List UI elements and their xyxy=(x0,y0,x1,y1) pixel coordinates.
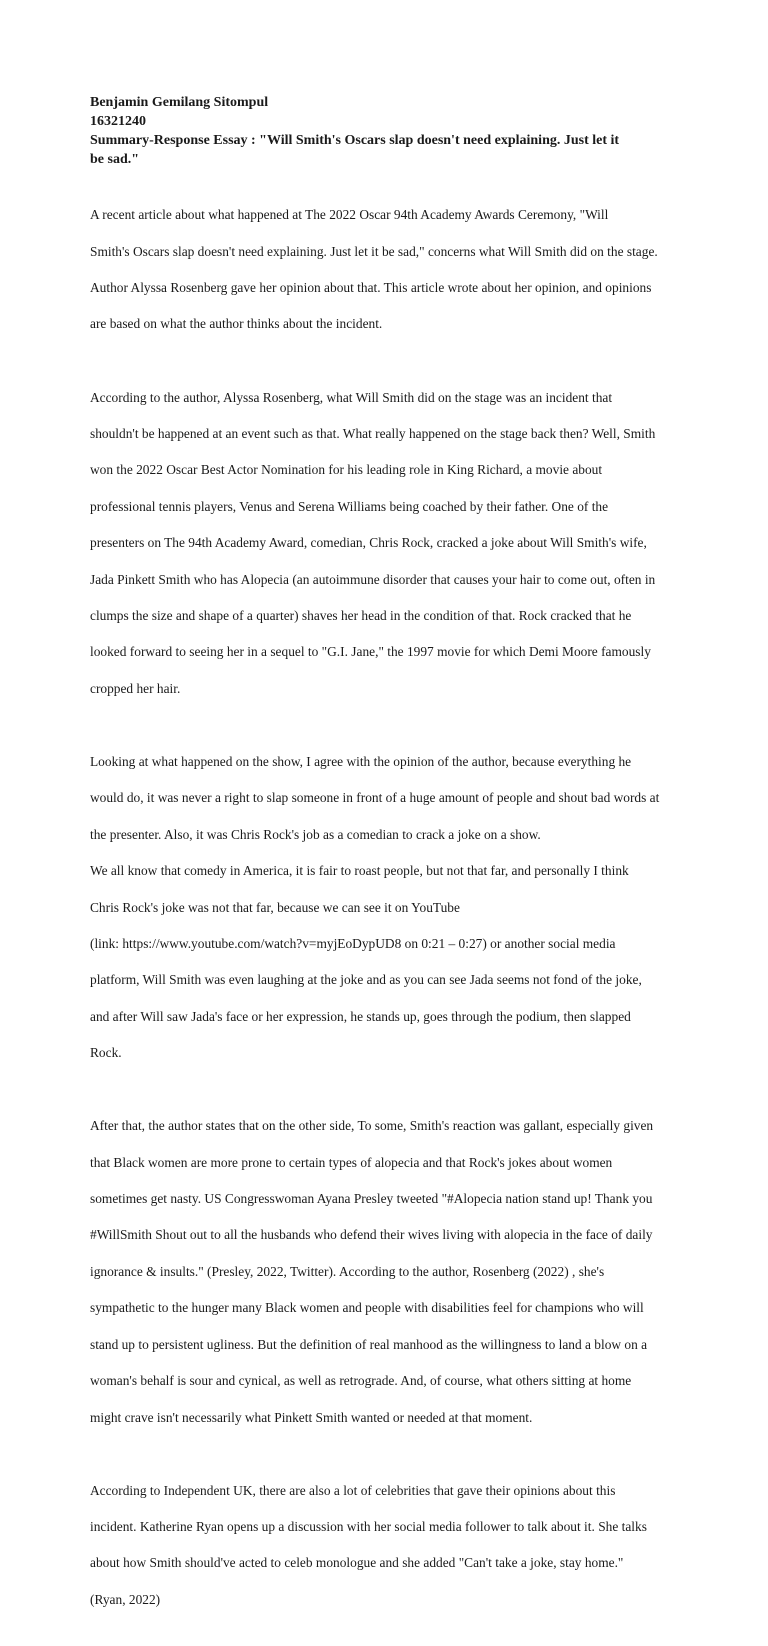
student-id: 16321240 xyxy=(90,114,146,129)
document-page xyxy=(90,93,690,1646)
text-line: looked forward to seeing her in a sequel to "G.I. Jane," the 1997 movie for which Demi Moore famously xyxy=(90,644,651,660)
essay-body xyxy=(90,188,690,1627)
text-line: Chris Rock's joke was not that far, because we can see it on YouTube xyxy=(90,899,460,915)
text-line: sympathetic to the hunger many Black women and people with disabilities feel for champions who will xyxy=(90,1300,644,1316)
text-line: After that, the author states that on the other side, To some, Smith's reaction was gallant, especially given xyxy=(90,1118,654,1134)
paragraph xyxy=(90,1463,690,1627)
paragraph xyxy=(90,188,690,352)
text-line: Jada Pinkett Smith who has Alopecia (an autoimmune disorder that causes your hair to come out, often in xyxy=(90,571,656,587)
text-line: stand up to persistent ugliness. But the definition of real manhood as the willingness to land a blow on a xyxy=(90,1336,648,1352)
text-line: shouldn't be happened at an event such as that. What really happened on the stage back then? Well, Smith xyxy=(90,425,656,441)
essay-title-line-1: Summary-Response Essay : "Will Smith's Oscars slap doesn't need explaining. Just let it xyxy=(90,133,620,148)
text-line: clumps the size and shape of a quarter) shaves her head in the condition of that. Rock cracked that he xyxy=(90,607,632,623)
text-line: Looking at what happened on the show, I agree with the opinion of the author, because everything he xyxy=(90,753,632,769)
text-line: woman's behalf is sour and cynical, as well as retrograde. And, of course, what others sitting at home xyxy=(90,1373,632,1389)
text-line: the presenter. Also, it was Chris Rock's job as a comedian to crack a joke on a show. xyxy=(90,826,541,842)
text-line: (Ryan, 2022) xyxy=(90,1591,161,1607)
text-line: Author Alyssa Rosenberg gave her opinion about that. This article wrote about her opinion, and opinions xyxy=(90,280,652,296)
text-line: incident. Katherine Ryan opens up a discussion with her social media follower to talk about it. She talks xyxy=(90,1519,647,1535)
text-line: and after Will saw Jada's face or her expression, he stands up, goes through the podium, then slapped xyxy=(90,1008,631,1024)
essay-title-line-2: be sad." xyxy=(90,152,140,167)
paragraph xyxy=(90,1099,690,1445)
text-line: about how Smith should've acted to celeb monologue and she added "Can't take a joke, stay home." xyxy=(90,1555,624,1571)
text-line: sometimes get nasty. US Congresswoman Ayana Presley tweeted "#Alopecia nation stand up! Thank you xyxy=(90,1191,653,1207)
text-line: Smith's Oscars slap doesn't need explaining. Just let it be sad," concerns what Will Smith did on the stage. xyxy=(90,243,658,259)
text-line: According to Independent UK, there are also a lot of celebrities that gave their opinions about this xyxy=(90,1482,616,1498)
text-line: professional tennis players, Venus and Serena Williams being coached by their father. One of the xyxy=(90,498,609,514)
text-line: are based on what the author thinks about the incident. xyxy=(90,316,383,332)
paragraph xyxy=(90,735,690,1081)
text-line: ignorance & insults." (Presley, 2022, Twitter). According to the author, Rosenberg (2022) , she's xyxy=(90,1263,605,1279)
text-line: Rock. xyxy=(90,1045,122,1061)
text-line: (link: https://www.youtube.com/watch?v=myjEoDypUD8 on 0:21 – 0:27) or another social media xyxy=(90,935,616,951)
text-line: cropped her hair. xyxy=(90,680,181,696)
paragraph xyxy=(90,370,690,716)
text-line: We all know that comedy in America, it is fair to roast people, but not that far, and personally I think xyxy=(90,863,629,879)
text-line: presenters on The 94th Academy Award, comedian, Chris Rock, cracked a joke about Will Smith's wife, xyxy=(90,535,647,551)
text-line: that Black women are more prone to certain types of alopecia and that Rock's jokes about women xyxy=(90,1154,613,1170)
author-name: Benjamin Gemilang Sitompul xyxy=(90,95,269,110)
text-line: #WillSmith Shout out to all the husbands who defend their wives living with alopecia in the face of daily xyxy=(90,1227,653,1243)
text-line: won the 2022 Oscar Best Actor Nomination for his leading role in King Richard, a movie about xyxy=(90,462,603,478)
text-line: would do, it was never a right to slap someone in front of a huge amount of people and shout bad words at xyxy=(90,790,660,806)
text-line: might crave isn't necessarily what Pinkett Smith wanted or needed at that moment. xyxy=(90,1409,533,1425)
text-line: According to the author, Alyssa Rosenberg, what Will Smith did on the stage was an incident that xyxy=(90,389,613,405)
text-line: A recent article about what happened at The 2022 Oscar 94th Academy Awards Ceremony, "Will xyxy=(90,207,609,223)
text-line: platform, Will Smith was even laughing at the joke and as you can see Jada seems not fond of the joke, xyxy=(90,972,642,988)
